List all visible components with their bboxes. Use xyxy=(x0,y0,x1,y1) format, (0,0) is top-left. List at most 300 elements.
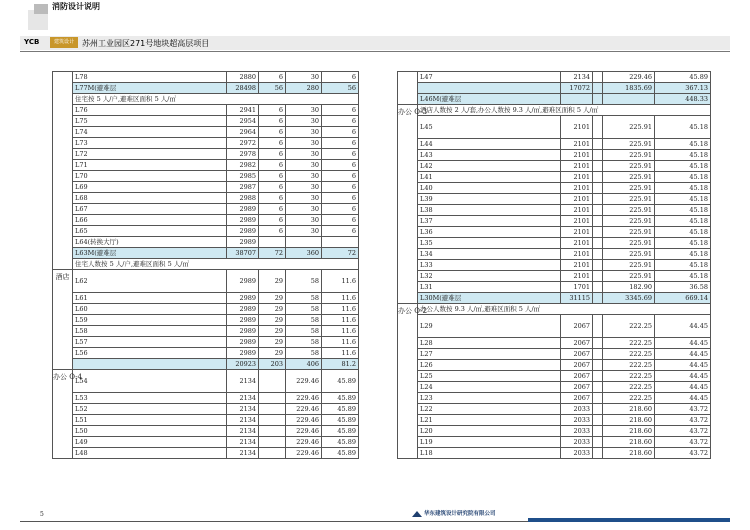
floor-cell: L48 xyxy=(73,448,227,459)
group-label xyxy=(398,72,418,105)
value-cell: 218.60 xyxy=(603,448,655,459)
value-cell xyxy=(593,72,603,83)
value-cell xyxy=(593,94,603,105)
company-name: 华东建筑设计研究院有限公司 xyxy=(424,511,496,517)
value-cell: 6 xyxy=(259,204,286,215)
value-cell: 2982 xyxy=(227,160,259,171)
value-cell: 6 xyxy=(322,193,359,204)
value-cell: 45.89 xyxy=(322,370,359,393)
value-cell: 2101 xyxy=(561,205,593,216)
value-cell: 2134 xyxy=(227,393,259,404)
value-cell: 30 xyxy=(286,226,322,237)
value-cell: 2989 xyxy=(227,204,259,215)
floor-cell xyxy=(73,359,227,370)
value-cell: 6 xyxy=(259,105,286,116)
table-note-row xyxy=(53,259,359,270)
floor-cell: L45 xyxy=(418,116,561,139)
value-cell: 36.58 xyxy=(655,282,711,293)
value-cell xyxy=(259,415,286,426)
value-cell: 44.45 xyxy=(655,349,711,360)
value-cell: 6 xyxy=(322,72,359,83)
company-logo-icon xyxy=(412,511,422,517)
project-title: 苏州工业园区271号地块超高层项目 xyxy=(82,39,210,48)
value-cell: 229.46 xyxy=(286,426,322,437)
table-row xyxy=(53,415,359,426)
value-cell xyxy=(593,205,603,216)
floor-cell: L21 xyxy=(418,415,561,426)
footer-divider xyxy=(20,521,528,522)
table-row xyxy=(53,182,359,193)
value-cell: 45.18 xyxy=(655,260,711,271)
value-cell xyxy=(593,150,603,161)
value-cell: 2989 xyxy=(227,326,259,337)
floor-cell: L44 xyxy=(418,139,561,150)
value-cell xyxy=(593,393,603,404)
logo-box xyxy=(34,4,48,14)
floor-cell: L51 xyxy=(73,415,227,426)
value-cell: 58 xyxy=(286,293,322,304)
value-cell: 2989 xyxy=(227,293,259,304)
table-row xyxy=(398,293,711,304)
table-row xyxy=(53,359,359,370)
value-cell: 360 xyxy=(286,248,322,259)
value-cell: 406 xyxy=(286,359,322,370)
floor-cell: L70 xyxy=(73,171,227,182)
floor-cell: L28 xyxy=(418,338,561,349)
table-row xyxy=(398,227,711,238)
floor-cell: L52 xyxy=(73,404,227,415)
value-cell: 2067 xyxy=(561,315,593,338)
value-cell: 45.18 xyxy=(655,183,711,194)
floor-cell: L61 xyxy=(73,293,227,304)
value-cell: 229.46 xyxy=(286,404,322,415)
value-cell: 45.18 xyxy=(655,205,711,216)
value-cell: 6 xyxy=(322,182,359,193)
value-cell xyxy=(259,393,286,404)
value-cell: 45.18 xyxy=(655,150,711,161)
floor-cell: L59 xyxy=(73,315,227,326)
value-cell: 45.18 xyxy=(655,249,711,260)
value-cell: 43.72 xyxy=(655,437,711,448)
floor-cell: L38 xyxy=(418,205,561,216)
value-cell xyxy=(593,360,603,371)
value-cell: 58 xyxy=(286,337,322,348)
value-cell: 56 xyxy=(259,83,286,94)
value-cell: 6 xyxy=(259,138,286,149)
table-row xyxy=(398,371,711,382)
value-cell xyxy=(593,404,603,415)
value-cell: 225.91 xyxy=(603,161,655,172)
value-cell: 29 xyxy=(259,304,286,315)
value-cell: 44.45 xyxy=(655,338,711,349)
value-cell: 45.18 xyxy=(655,194,711,205)
group-label: 办公 O-3 xyxy=(398,105,418,304)
value-cell: 6 xyxy=(259,160,286,171)
floor-cell: L32 xyxy=(418,271,561,282)
floor-cell: L53 xyxy=(73,393,227,404)
value-cell xyxy=(593,161,603,172)
value-cell xyxy=(259,448,286,459)
value-cell: 2101 xyxy=(561,116,593,139)
note-cell: 住宅人数按 5 人/户,避难区面积 5 人/㎡ xyxy=(73,259,359,270)
value-cell: 30 xyxy=(286,182,322,193)
floor-cell: L24 xyxy=(418,382,561,393)
floor-cell: L46M(避难层 xyxy=(418,94,561,105)
value-cell: 2134 xyxy=(227,370,259,393)
value-cell: 229.46 xyxy=(603,72,655,83)
value-cell: 225.91 xyxy=(603,205,655,216)
table-note-row xyxy=(53,94,359,105)
value-cell: 2067 xyxy=(561,371,593,382)
value-cell: 6 xyxy=(259,72,286,83)
value-cell: 43.72 xyxy=(655,415,711,426)
value-cell: 2101 xyxy=(561,161,593,172)
value-cell: 30 xyxy=(286,116,322,127)
value-cell: 44.45 xyxy=(655,393,711,404)
value-cell: 45.89 xyxy=(322,448,359,459)
value-cell: 2972 xyxy=(227,138,259,149)
table-row xyxy=(53,72,359,83)
value-cell: 225.91 xyxy=(603,227,655,238)
table-row xyxy=(398,393,711,404)
floor-cell: L37 xyxy=(418,216,561,227)
floor-cell: L25 xyxy=(418,371,561,382)
table-row xyxy=(53,293,359,304)
value-cell: 6 xyxy=(322,105,359,116)
value-cell: 30 xyxy=(286,193,322,204)
value-cell: 2989 xyxy=(227,337,259,348)
value-cell: 225.91 xyxy=(603,183,655,194)
value-cell: 448.33 xyxy=(655,94,711,105)
floor-cell: L40 xyxy=(418,183,561,194)
table-row xyxy=(398,161,711,172)
right-table xyxy=(397,71,711,459)
value-cell: 43.72 xyxy=(655,448,711,459)
value-cell: 280 xyxy=(286,83,322,94)
brand-mark: 建筑设计 xyxy=(50,37,78,48)
value-cell: 72 xyxy=(259,248,286,259)
table-row xyxy=(398,360,711,371)
value-cell: 28498 xyxy=(227,83,259,94)
value-cell: 6 xyxy=(259,182,286,193)
table-row xyxy=(53,149,359,160)
value-cell: 225.91 xyxy=(603,172,655,183)
note-cell: 住宅按 5 人/户,避难区面积 5 人/㎡ xyxy=(73,94,359,105)
value-cell: 58 xyxy=(286,348,322,359)
value-cell: 2101 xyxy=(561,227,593,238)
brand-label: YCB xyxy=(24,38,40,46)
value-cell: 2033 xyxy=(561,415,593,426)
value-cell: 6 xyxy=(322,138,359,149)
table-row xyxy=(53,404,359,415)
value-cell: 6 xyxy=(322,127,359,138)
value-cell: 30 xyxy=(286,160,322,171)
floor-cell: L33 xyxy=(418,260,561,271)
value-cell: 11.6 xyxy=(322,326,359,337)
floor-cell: L42 xyxy=(418,161,561,172)
floor-cell: L23 xyxy=(418,393,561,404)
floor-cell: L60 xyxy=(73,304,227,315)
value-cell: 6 xyxy=(322,149,359,160)
floor-cell: L49 xyxy=(73,437,227,448)
value-cell: 203 xyxy=(259,359,286,370)
table-row xyxy=(398,238,711,249)
table-row xyxy=(53,437,359,448)
value-cell xyxy=(593,437,603,448)
table-row xyxy=(53,226,359,237)
table-row xyxy=(398,315,711,338)
value-cell: 45.18 xyxy=(655,227,711,238)
value-cell: 2067 xyxy=(561,393,593,404)
table-row xyxy=(398,260,711,271)
value-cell: 2985 xyxy=(227,171,259,182)
floor-cell: L71 xyxy=(73,160,227,171)
table-row xyxy=(53,193,359,204)
table-row xyxy=(53,160,359,171)
value-cell: 2964 xyxy=(227,127,259,138)
floor-cell: L43 xyxy=(418,150,561,161)
value-cell xyxy=(593,282,603,293)
table-row xyxy=(53,326,359,337)
table-row xyxy=(398,437,711,448)
table-row xyxy=(53,171,359,182)
value-cell: 222.25 xyxy=(603,338,655,349)
value-cell: 31115 xyxy=(561,293,593,304)
value-cell: 44.45 xyxy=(655,315,711,338)
value-cell: 2989 xyxy=(227,304,259,315)
value-cell: 29 xyxy=(259,326,286,337)
table-row xyxy=(53,248,359,259)
value-cell: 2954 xyxy=(227,116,259,127)
value-cell: 2067 xyxy=(561,338,593,349)
value-cell: 38707 xyxy=(227,248,259,259)
floor-cell: L57 xyxy=(73,337,227,348)
table-row xyxy=(398,172,711,183)
value-cell: 2101 xyxy=(561,194,593,205)
value-cell: 225.91 xyxy=(603,249,655,260)
value-cell: 45.18 xyxy=(655,271,711,282)
floor-cell: L34 xyxy=(418,249,561,260)
value-cell: 2101 xyxy=(561,150,593,161)
value-cell: 30 xyxy=(286,105,322,116)
value-cell xyxy=(561,94,593,105)
value-cell: 11.6 xyxy=(322,348,359,359)
value-cell xyxy=(593,83,603,94)
value-cell: 2134 xyxy=(227,404,259,415)
value-cell: 2978 xyxy=(227,149,259,160)
floor-cell: L26 xyxy=(418,360,561,371)
value-cell: 225.91 xyxy=(603,271,655,282)
value-cell: 229.46 xyxy=(286,448,322,459)
value-cell: 2989 xyxy=(227,270,259,293)
value-cell: 45.18 xyxy=(655,139,711,150)
floor-cell: L67 xyxy=(73,204,227,215)
value-cell: 29 xyxy=(259,293,286,304)
value-cell xyxy=(259,426,286,437)
value-cell: 225.91 xyxy=(603,216,655,227)
value-cell: 2033 xyxy=(561,426,593,437)
value-cell: 2989 xyxy=(227,215,259,226)
table-row xyxy=(53,237,359,248)
value-cell: 58 xyxy=(286,304,322,315)
value-cell: 218.60 xyxy=(603,404,655,415)
value-cell: 2101 xyxy=(561,183,593,194)
floor-cell: L29 xyxy=(418,315,561,338)
table-row xyxy=(398,249,711,260)
floor-cell: L75 xyxy=(73,116,227,127)
value-cell xyxy=(593,172,603,183)
value-cell xyxy=(593,194,603,205)
table-row xyxy=(398,94,711,105)
table-row xyxy=(53,370,359,393)
value-cell: 17072 xyxy=(561,83,593,94)
value-cell: 44.45 xyxy=(655,371,711,382)
floor-cell: L78 xyxy=(73,72,227,83)
value-cell: 225.91 xyxy=(603,238,655,249)
value-cell: 2989 xyxy=(227,237,259,248)
value-cell xyxy=(593,349,603,360)
value-cell: 45.18 xyxy=(655,172,711,183)
value-cell: 2987 xyxy=(227,182,259,193)
value-cell: 225.91 xyxy=(603,150,655,161)
value-cell xyxy=(593,238,603,249)
value-cell: 2134 xyxy=(561,72,593,83)
value-cell: 2134 xyxy=(227,426,259,437)
value-cell: 2033 xyxy=(561,448,593,459)
value-cell: 30 xyxy=(286,127,322,138)
value-cell: 2033 xyxy=(561,404,593,415)
value-cell: 6 xyxy=(259,226,286,237)
value-cell: 45.18 xyxy=(655,216,711,227)
value-cell: 6 xyxy=(322,160,359,171)
value-cell xyxy=(593,415,603,426)
value-cell: 45.18 xyxy=(655,238,711,249)
value-cell: 45.89 xyxy=(655,72,711,83)
value-cell: 56 xyxy=(322,83,359,94)
table-note-row xyxy=(398,304,711,315)
floor-cell: L39 xyxy=(418,194,561,205)
value-cell: 218.60 xyxy=(603,437,655,448)
table-row xyxy=(398,205,711,216)
value-cell: 222.25 xyxy=(603,315,655,338)
value-cell: 218.60 xyxy=(603,426,655,437)
value-cell: 2101 xyxy=(561,249,593,260)
table-row xyxy=(53,393,359,404)
floor-cell: L54 xyxy=(73,370,227,393)
value-cell: 218.60 xyxy=(603,415,655,426)
value-cell: 44.45 xyxy=(655,382,711,393)
table-row xyxy=(398,72,711,83)
floor-cell: L19 xyxy=(418,437,561,448)
table-row xyxy=(398,271,711,282)
group-label: 酒店 xyxy=(53,270,73,370)
table-row xyxy=(398,404,711,415)
floor-cell: L77M(避难层 xyxy=(73,83,227,94)
floor-cell: L36 xyxy=(418,227,561,238)
floor-cell xyxy=(418,83,561,94)
value-cell: 6 xyxy=(259,127,286,138)
value-cell: 45.89 xyxy=(322,393,359,404)
value-cell: 6 xyxy=(259,171,286,182)
floor-cell: L56 xyxy=(73,348,227,359)
value-cell: 2134 xyxy=(227,415,259,426)
value-cell xyxy=(593,371,603,382)
value-cell: 58 xyxy=(286,326,322,337)
table-row xyxy=(398,183,711,194)
value-cell xyxy=(259,237,286,248)
value-cell: 43.72 xyxy=(655,404,711,415)
value-cell: 6 xyxy=(322,215,359,226)
value-cell: 669.14 xyxy=(655,293,711,304)
value-cell: 72 xyxy=(322,248,359,259)
value-cell: 1835.69 xyxy=(603,83,655,94)
table-row xyxy=(53,127,359,138)
value-cell: 2067 xyxy=(561,382,593,393)
value-cell: 6 xyxy=(322,116,359,127)
value-cell: 6 xyxy=(259,116,286,127)
value-cell xyxy=(593,249,603,260)
value-cell: 2101 xyxy=(561,172,593,183)
table-note-row xyxy=(398,105,711,116)
floor-cell: L22 xyxy=(418,404,561,415)
value-cell: 29 xyxy=(259,337,286,348)
value-cell: 225.91 xyxy=(603,260,655,271)
page-number: 5 xyxy=(40,511,44,518)
value-cell: 2067 xyxy=(561,349,593,360)
value-cell: 30 xyxy=(286,138,322,149)
floor-cell: L65 xyxy=(73,226,227,237)
table-row xyxy=(53,348,359,359)
table-row xyxy=(53,116,359,127)
value-cell: 11.6 xyxy=(322,293,359,304)
value-cell: 225.91 xyxy=(603,116,655,139)
value-cell: 6 xyxy=(322,226,359,237)
table-row xyxy=(398,216,711,227)
value-cell: 2989 xyxy=(227,226,259,237)
value-cell xyxy=(286,237,322,248)
value-cell xyxy=(593,338,603,349)
floor-cell: L76 xyxy=(73,105,227,116)
value-cell: 222.25 xyxy=(603,360,655,371)
value-cell xyxy=(322,237,359,248)
value-cell xyxy=(593,227,603,238)
table-row xyxy=(398,448,711,459)
value-cell: 2067 xyxy=(561,360,593,371)
table-row xyxy=(53,83,359,94)
value-cell: 3345.69 xyxy=(603,293,655,304)
table-row xyxy=(53,337,359,348)
value-cell: 2941 xyxy=(227,105,259,116)
value-cell: 229.46 xyxy=(286,415,322,426)
value-cell xyxy=(603,94,655,105)
value-cell: 2989 xyxy=(227,348,259,359)
value-cell: 1701 xyxy=(561,282,593,293)
value-cell: 30 xyxy=(286,72,322,83)
floor-cell: L30M(避难层 xyxy=(418,293,561,304)
value-cell: 182.90 xyxy=(603,282,655,293)
value-cell: 29 xyxy=(259,315,286,326)
value-cell xyxy=(593,260,603,271)
value-cell xyxy=(593,426,603,437)
floor-cell: L18 xyxy=(418,448,561,459)
value-cell: 11.6 xyxy=(322,270,359,293)
table-row xyxy=(53,204,359,215)
value-cell xyxy=(593,448,603,459)
value-cell: 2989 xyxy=(227,315,259,326)
value-cell: 6 xyxy=(259,215,286,226)
value-cell: 2033 xyxy=(561,437,593,448)
value-cell: 43.72 xyxy=(655,426,711,437)
